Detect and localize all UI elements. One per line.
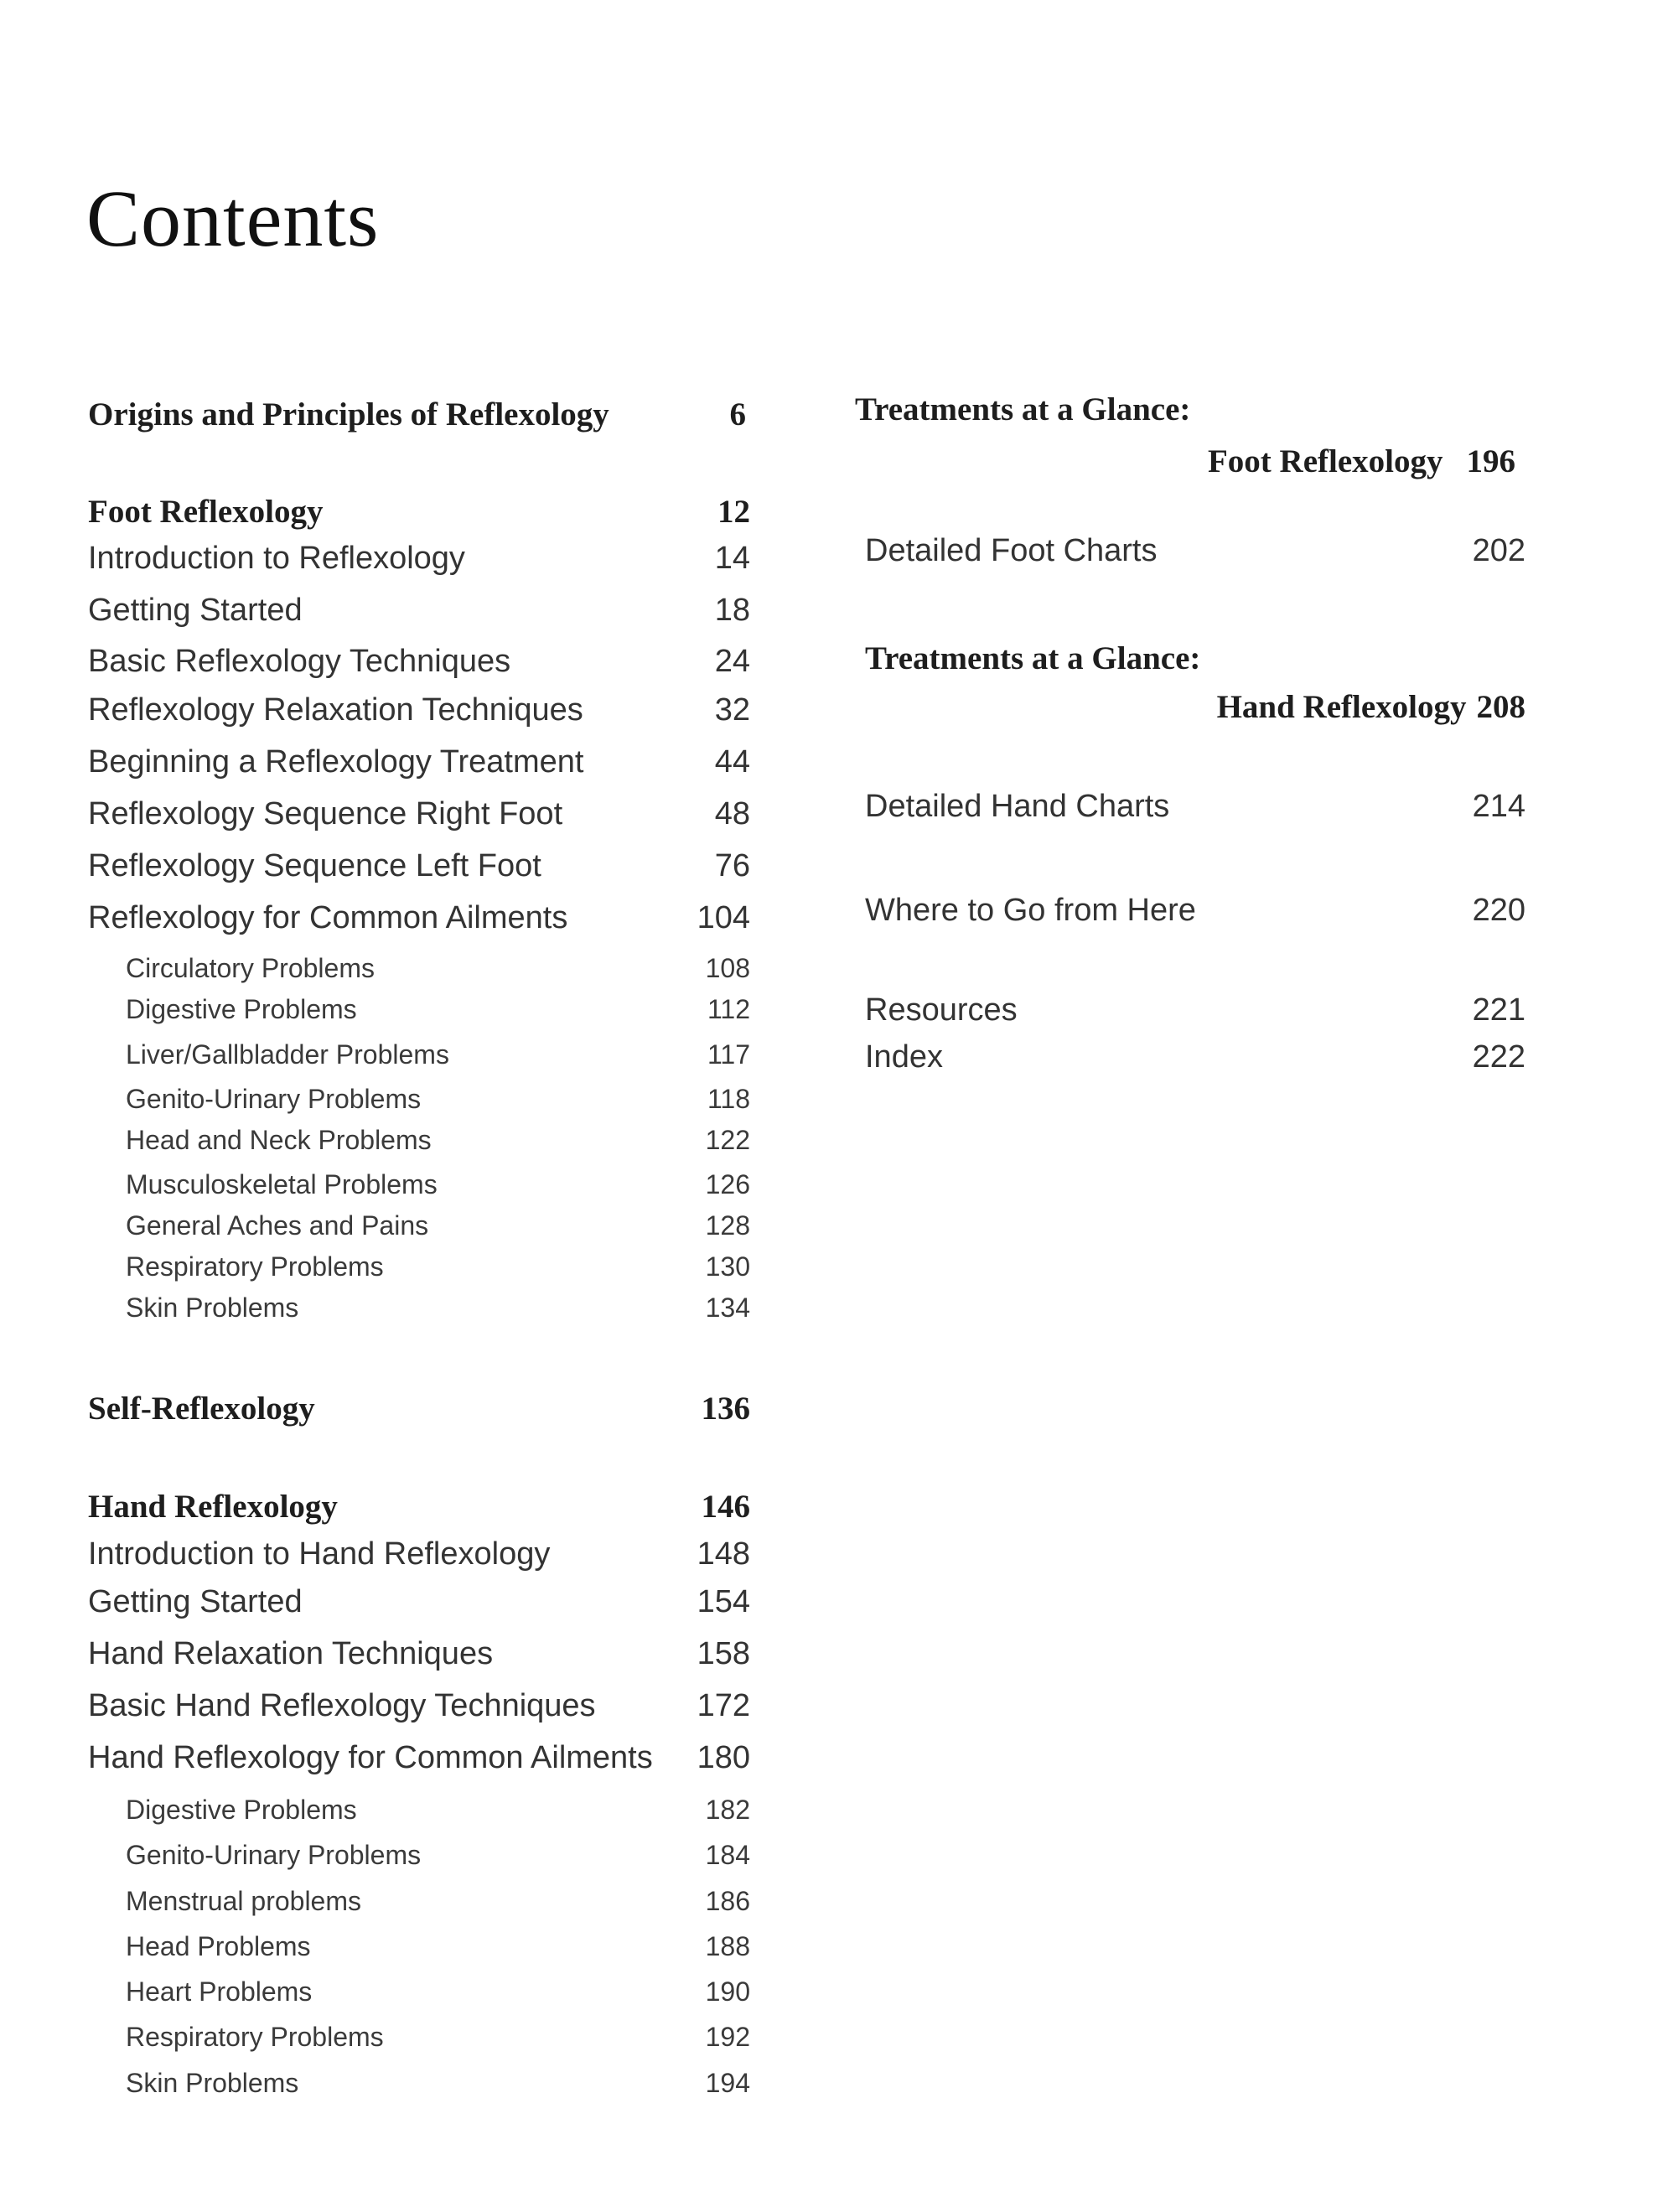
toc-entry-page: 172	[697, 1688, 750, 1723]
toc-subentry[interactable]	[88, 1840, 750, 1871]
toc-entry-label: Treatments at a Glance:	[855, 391, 1191, 427]
toc-entry-page: 134	[705, 1292, 750, 1323]
toc-subentry[interactable]	[88, 1976, 750, 2007]
toc-entry[interactable]	[88, 1584, 750, 1620]
toc-entry-label: Genito-Urinary Problems	[126, 1084, 422, 1114]
toc-entry-label: Getting Started	[88, 593, 303, 628]
toc-entry-label: Hand Reflexology for Common Ailments	[88, 1740, 653, 1775]
toc-entry-label: Reflexology Sequence Left Foot	[88, 848, 541, 883]
toc-entry-page: 12	[717, 494, 750, 530]
toc-entry-label: Hand Reflexology	[88, 1489, 338, 1525]
toc-entry-page: 112	[707, 994, 750, 1024]
toc-entry-page: 196	[1466, 443, 1515, 479]
toc-subentry[interactable]	[88, 1886, 750, 1917]
toc-entry[interactable]	[88, 593, 750, 629]
toc-entry-label: Heart Problems	[126, 1976, 313, 2007]
toc-entry-origins[interactable]	[88, 396, 750, 433]
toc-entry-page: 48	[714, 796, 750, 831]
toc-entry-page: 130	[705, 1251, 750, 1282]
toc-entry-page: 44	[714, 744, 750, 780]
toc-entry[interactable]	[88, 541, 750, 577]
toc-entry-page: 158	[697, 1636, 750, 1671]
toc-entry-label: Liver/Gallbladder Problems	[126, 1039, 449, 1070]
toc-entry-page: 128	[705, 1210, 750, 1241]
toc-entry-page: 32	[714, 692, 750, 728]
toc-entry-label: Hand Reflexology	[1216, 689, 1467, 725]
toc-entry-page: 104	[697, 900, 750, 935]
toc-entry[interactable]	[88, 1636, 750, 1672]
page-title: Contents	[86, 174, 380, 263]
toc-entry-page: 126	[705, 1169, 750, 1199]
toc-entry-label: Detailed Hand Charts	[865, 789, 1170, 824]
toc-subentry[interactable]	[88, 1292, 750, 1324]
toc-entry-label: Digestive Problems	[126, 1795, 357, 1825]
toc-entry-page: 184	[705, 1840, 750, 1870]
toc-entry-page: 154	[697, 1584, 750, 1619]
toc-entry-page: 76	[714, 848, 750, 883]
toc-entry-page: 136	[701, 1391, 750, 1427]
toc-entry-index[interactable]	[865, 1039, 1525, 1075]
toc-entry[interactable]	[88, 1740, 750, 1776]
toc-entry[interactable]	[88, 644, 750, 680]
toc-entry[interactable]	[88, 848, 750, 884]
toc-entry-label: Genito-Urinary Problems	[126, 1840, 422, 1870]
toc-entry-label: Head Problems	[126, 1931, 311, 1961]
toc-entry-label: Reflexology Sequence Right Foot	[88, 796, 563, 831]
toc-entry-label: Self-Reflexology	[88, 1391, 315, 1427]
toc-subentry[interactable]	[88, 1084, 750, 1115]
toc-entry-label: Respiratory Problems	[126, 1251, 384, 1282]
toc-right-column	[855, 0, 1525, 2212]
toc-entry-label: Basic Reflexology Techniques	[88, 644, 511, 679]
toc-entry-page: 221	[1472, 992, 1525, 1028]
toc-entry-label: Respiratory Problems	[126, 2022, 384, 2052]
toc-entry[interactable]	[88, 1536, 750, 1572]
toc-entry-page: 24	[714, 644, 750, 679]
toc-entry-label: Basic Hand Reflexology Techniques	[88, 1688, 596, 1723]
toc-entry-label: Resources	[865, 992, 1018, 1028]
toc-entry-label-line2	[1208, 443, 1515, 480]
toc-entry-page: 146	[701, 1489, 750, 1525]
toc-subentry[interactable]	[88, 994, 750, 1025]
toc-entry-page: 118	[707, 1084, 750, 1114]
toc-entry-label: Head and Neck Problems	[126, 1125, 432, 1155]
toc-subentry[interactable]	[88, 1039, 750, 1070]
toc-section-foot-reflexology[interactable]	[88, 493, 750, 531]
toc-entry[interactable]	[88, 796, 750, 832]
toc-entry-label: Circulatory Problems	[126, 953, 375, 983]
toc-entry-label: Skin Problems	[126, 1292, 299, 1323]
toc-entry-label: Beginning a Reflexology Treatment	[88, 744, 584, 780]
toc-entry[interactable]	[88, 1688, 750, 1724]
toc-entry-page: 6	[729, 396, 746, 433]
toc-section-self-reflexology[interactable]	[88, 1390, 750, 1427]
toc-entry-label: Introduction to Hand Reflexology	[88, 1536, 551, 1572]
toc-entry-where-to-go[interactable]	[865, 893, 1525, 929]
toc-entry-label: Reflexology for Common Ailments	[88, 900, 568, 935]
toc-entry-label-line2	[1217, 688, 1525, 726]
toc-entry-label: Menstrual problems	[126, 1886, 361, 1916]
toc-section-hand-reflexology[interactable]	[88, 1488, 750, 1526]
toc-entry-label: Index	[865, 1039, 943, 1075]
toc-subentry[interactable]	[88, 2022, 750, 2053]
toc-entry-label: Detailed Foot Charts	[865, 533, 1158, 568]
toc-entry-label: Treatments at a Glance:	[865, 640, 1201, 676]
toc-subentry[interactable]	[88, 953, 750, 984]
toc-entry-label: Reflexology Relaxation Techniques	[88, 692, 583, 728]
toc-subentry[interactable]	[88, 1795, 750, 1826]
toc-entry-page: 222	[1472, 1039, 1525, 1075]
toc-subentry[interactable]	[88, 1210, 750, 1241]
toc-subentry[interactable]	[88, 1931, 750, 1962]
toc-entry-page: 148	[697, 1536, 750, 1572]
toc-entry-label: Foot Reflexology	[1207, 443, 1443, 479]
toc-entry-page: 194	[705, 2068, 750, 2098]
toc-entry-label: Origins and Principles of Reflexology	[88, 396, 609, 433]
toc-entry-page: 220	[1472, 893, 1525, 928]
toc-entry-page: 188	[705, 1931, 750, 1961]
toc-entry-label: Skin Problems	[126, 2068, 299, 2098]
toc-entry-page: 182	[705, 1795, 750, 1825]
toc-entry-page: 18	[714, 593, 750, 628]
toc-entry[interactable]	[88, 900, 750, 936]
toc-entry-page: 214	[1472, 789, 1525, 824]
toc-entry-hand-charts[interactable]	[865, 789, 1525, 825]
toc-entry-page: 208	[1476, 689, 1525, 725]
toc-entry[interactable]	[88, 744, 750, 780]
toc-subentry[interactable]	[88, 1125, 750, 1156]
toc-subentry[interactable]	[88, 2068, 750, 2099]
toc-entry-foot-charts[interactable]	[865, 533, 1525, 569]
toc-entry[interactable]	[88, 692, 750, 728]
toc-entry-page: 108	[705, 953, 750, 983]
toc-subentry[interactable]	[88, 1169, 750, 1200]
toc-entry-page: 117	[707, 1039, 750, 1070]
toc-entry-page: 122	[705, 1125, 750, 1155]
toc-entry-label: Where to Go from Here	[865, 893, 1196, 928]
toc-entry-label: General Aches and Pains	[126, 1210, 429, 1241]
toc-left-column	[88, 0, 750, 2212]
toc-subentry[interactable]	[88, 1251, 750, 1282]
toc-entry-label: Foot Reflexology	[88, 494, 324, 530]
toc-entry-label: Introduction to Reflexology	[88, 541, 465, 576]
toc-entry-page: 202	[1472, 533, 1525, 568]
toc-entry-label: Musculoskeletal Problems	[126, 1169, 438, 1199]
toc-entry-page: 186	[705, 1886, 750, 1916]
toc-entry-label: Getting Started	[88, 1584, 303, 1619]
toc-entry-label: Digestive Problems	[126, 994, 357, 1024]
toc-entry-resources[interactable]	[865, 992, 1525, 1028]
toc-entry-page: 14	[714, 541, 750, 576]
toc-entry-page: 180	[697, 1740, 750, 1775]
toc-entry-page: 190	[705, 1976, 750, 2007]
toc-entry-label: Hand Relaxation Techniques	[88, 1636, 494, 1671]
toc-entry-page: 192	[705, 2022, 750, 2052]
